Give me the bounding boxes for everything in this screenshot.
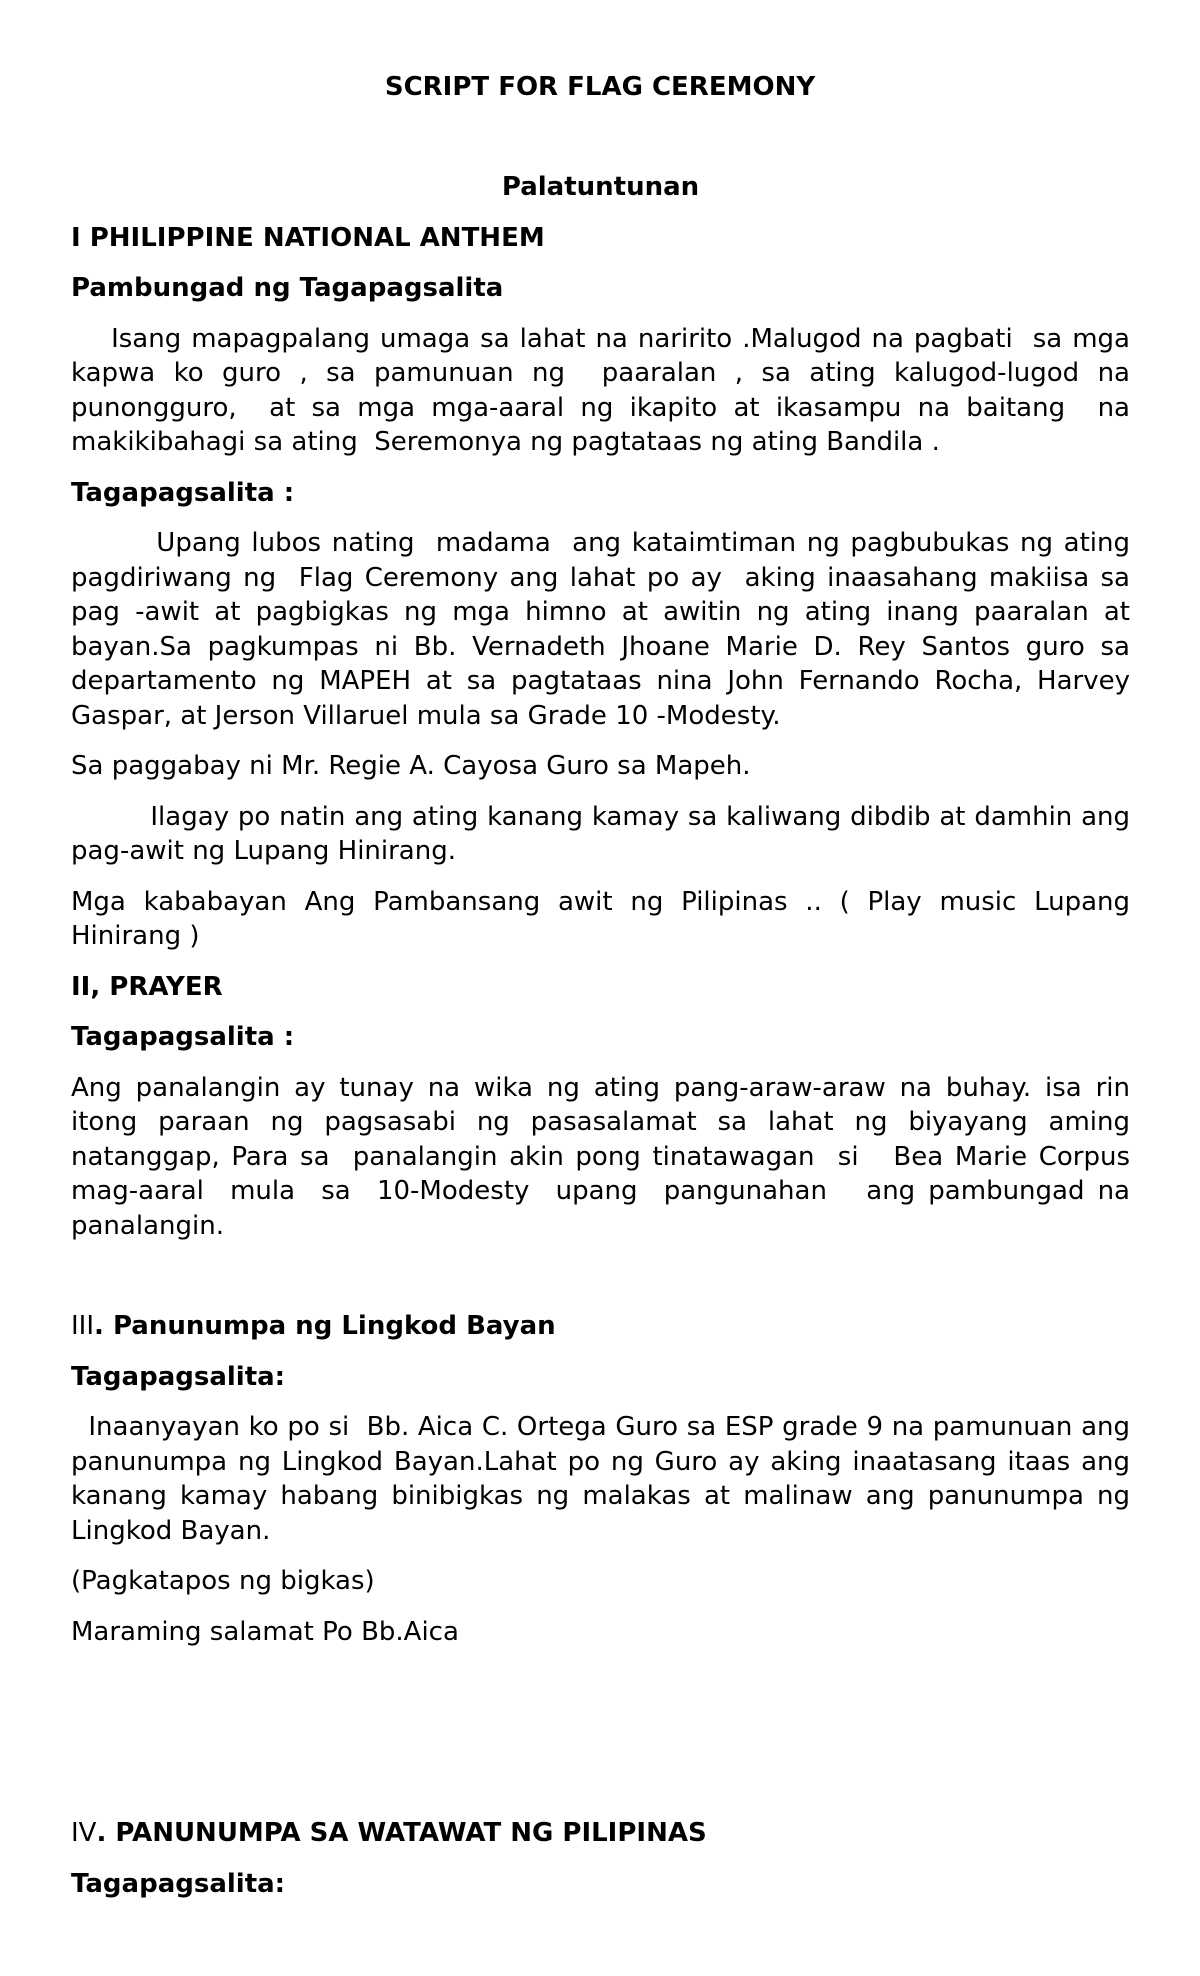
opening-speaker-label: Pambungad ng Tagapagsalita <box>71 273 504 303</box>
speaker-label: Tagapagsalita : <box>71 477 295 508</box>
anthem-instruction-paragraph: Upang lubos nating madama ang kataimtiman ng pagbubukas ng ating pagdiriwang ng Flag Ceremony ang lahat po ay aking inaasahang makiisa sa pag -awit at pagbigkas ng mga himno at awitin ng ating inang paaralan at bayan.Sa pagkumpas ni Bb. Vernadeth Jhoane Marie D. Rey Santos guro sa departamento ng MAPEH at sa pagtataas nina John Fernando Rocha, Harvey Gaspar, at Jerson Villaruel mula sa Grade 10 -Modesty. <box>71 528 1139 731</box>
after-recitation-note: (Pagkatapos ng bigkas) <box>71 1566 375 1596</box>
speaker-label: Tagapagsalita: <box>71 1361 286 1392</box>
opening-paragraph: Isang mapagpalang umaga sa lahat na naririto .Malugod na pagbati sa mga kapwa ko guro , sa pamunuan ng paaralan , sa ating kalugod-lugod na punongguro, at sa mga mga-aaral ng ikapito at ikasampu na baitang na makikibahagi sa ating Seremonya ng pagtataas ng ating Bandila . <box>71 323 1139 457</box>
hand-instruction-paragraph: Ilagay po natin ang ating kanang kamay sa kaliwang dibdib at damhin ang pag-awit ng Lupang Hinirang. <box>71 801 1147 866</box>
document-body <box>71 170 1147 1917</box>
section-heading-pledge <box>71 1816 1130 1851</box>
section-heading-anthem: I PHILIPPINE NATIONAL ANTHEM <box>71 222 545 253</box>
speaker-label: Tagapagsalita : <box>71 1022 295 1052</box>
program-heading: Palatuntunan <box>501 172 700 202</box>
thanks-line: Maraming salamat Po Bb.Aica <box>71 1616 459 1647</box>
guidance-line: Sa paggabay ni Mr. Regie A. Cayosa Guro sa Mapeh. <box>71 751 751 781</box>
section-heading-oath <box>71 1309 1130 1344</box>
music-cue-paragraph: Mga kababayan Ang Pambansang awit ng Pilipinas .. ( Play music Lupang Hinirang ) <box>71 886 1130 951</box>
speaker-label: Tagapagsalita: <box>71 1868 286 1899</box>
prayer-paragraph: Ang panalangin ay tunay na wika ng ating pang-araw-araw na buhay. isa rin itong paraan ng pagsasabi ng pasasalamat sa lahat ng biyayang aming natanggap, Para sa panalangin akin pong tinatawagan si Bea Marie Corpus mag-aaral mula sa 10-Modesty upang pangunahan ang pambungad na panalangin. <box>71 1072 1147 1241</box>
section-number: IV <box>71 1818 97 1848</box>
section-title: . PANUNUMPA SA WATAWAT NG PILIPINAS <box>96 1818 707 1848</box>
section-number: III <box>71 1311 95 1341</box>
oath-paragraph: Inaanyayan ko po si Bb. Aica C. Ortega Guro sa ESP grade 9 na pamunuan ang panunumpa ng Lingkod Bayan.Lahat po ng Guro ay aking inaatasang itaas ang kanang kamay habang binibigkas ng malakas at malinaw ang panunumpa ng Lingkod Bayan. <box>71 1412 1139 1546</box>
section-title: . Panunumpa ng Lingkod Bayan <box>94 1311 556 1341</box>
section-heading-prayer: II, PRAYER <box>71 971 223 1002</box>
document-title: SCRIPT FOR FLAG CEREMONY <box>384 72 816 102</box>
